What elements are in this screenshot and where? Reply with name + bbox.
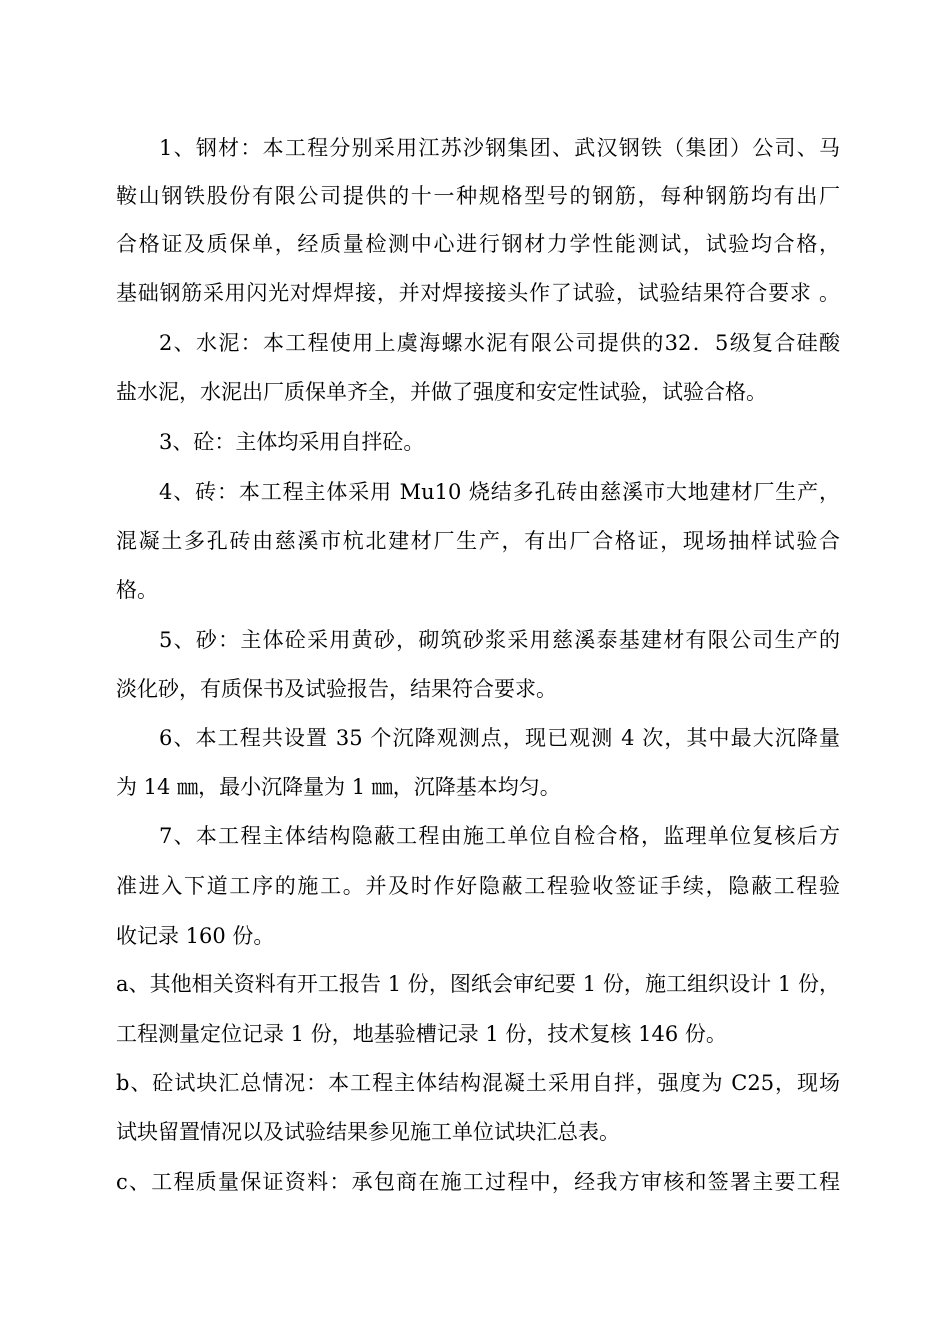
- text-line: 混凝土多孔砖由慈溪市杭北建材厂生产，有出厂合格证，现场抽样试验合: [116, 529, 840, 553]
- text-line: 3、砼：主体均采用自拌砼。: [159, 430, 425, 454]
- text-line: a、其他相关资料有开工报告 1 份，图纸会审纪要 1 份，施工组织设计 1 份，: [116, 972, 840, 996]
- text-line: 6、本工程共设置 35 个沉降观测点，现已观测 4 次，其中最大沉降量: [159, 726, 840, 750]
- text-line: 5、砂：主体砼采用黄砂，砌筑砂浆采用慈溪泰基建材有限公司生产的: [159, 628, 840, 652]
- text-line: 淡化砂，有质保书及试验报告，结果符合要求。: [116, 677, 557, 701]
- text-line: 2、水泥：本工程使用上虞海螺水泥有限公司提供的32．5级复合硅酸: [159, 331, 840, 355]
- text-line: 盐水泥，水泥出厂质保单齐全，并做了强度和安定性试验，试验合格。: [116, 380, 767, 404]
- text-line: 7、本工程主体结构隐蔽工程由施工单位自检合格，监理单位复核后方: [159, 824, 840, 848]
- text-line: 准进入下道工序的施工。并及时作好隐蔽工程验收签证手续，隐蔽工程验: [116, 874, 840, 898]
- text-line: 格。: [116, 578, 158, 602]
- text-line: 4、砖：本工程主体采用 Mu10 烧结多孔砖由慈溪市大地建材厂生产，: [159, 480, 840, 504]
- text-line: 基础钢筋采用闪光对焊焊接，并对焊接接头作了试验，试验结果符合要求 。: [116, 281, 840, 305]
- text-line: 试块留置情况以及试验结果参见施工单位试块汇总表。: [116, 1120, 620, 1144]
- text-line: 收记录 160 份。: [116, 924, 275, 948]
- text-line: 鞍山钢铁股份有限公司提供的十一种规格型号的钢筋，每种钢筋均有出厂: [116, 184, 840, 208]
- text-line: c、工程质量保证资料：承包商在施工过程中，经我方审核和签署主要工程: [116, 1170, 840, 1194]
- text-line: 1、钢材：本工程分别采用江苏沙钢集团、武汉钢铁（集团）公司、马: [159, 136, 840, 160]
- text-line: b、砼试块汇总情况：本工程主体结构混凝土采用自拌，强度为 C25，现场: [116, 1071, 840, 1095]
- text-line: 合格证及质保单，经质量检测中心进行钢材力学性能测试，试验均合格，: [116, 232, 840, 256]
- text-line: 工程测量定位记录 1 份，地基验槽记录 1 份，技术复核 146 份。: [116, 1022, 727, 1046]
- text-line: 为 14 ㎜，最小沉降量为 1 ㎜，沉降基本均匀。: [116, 775, 561, 799]
